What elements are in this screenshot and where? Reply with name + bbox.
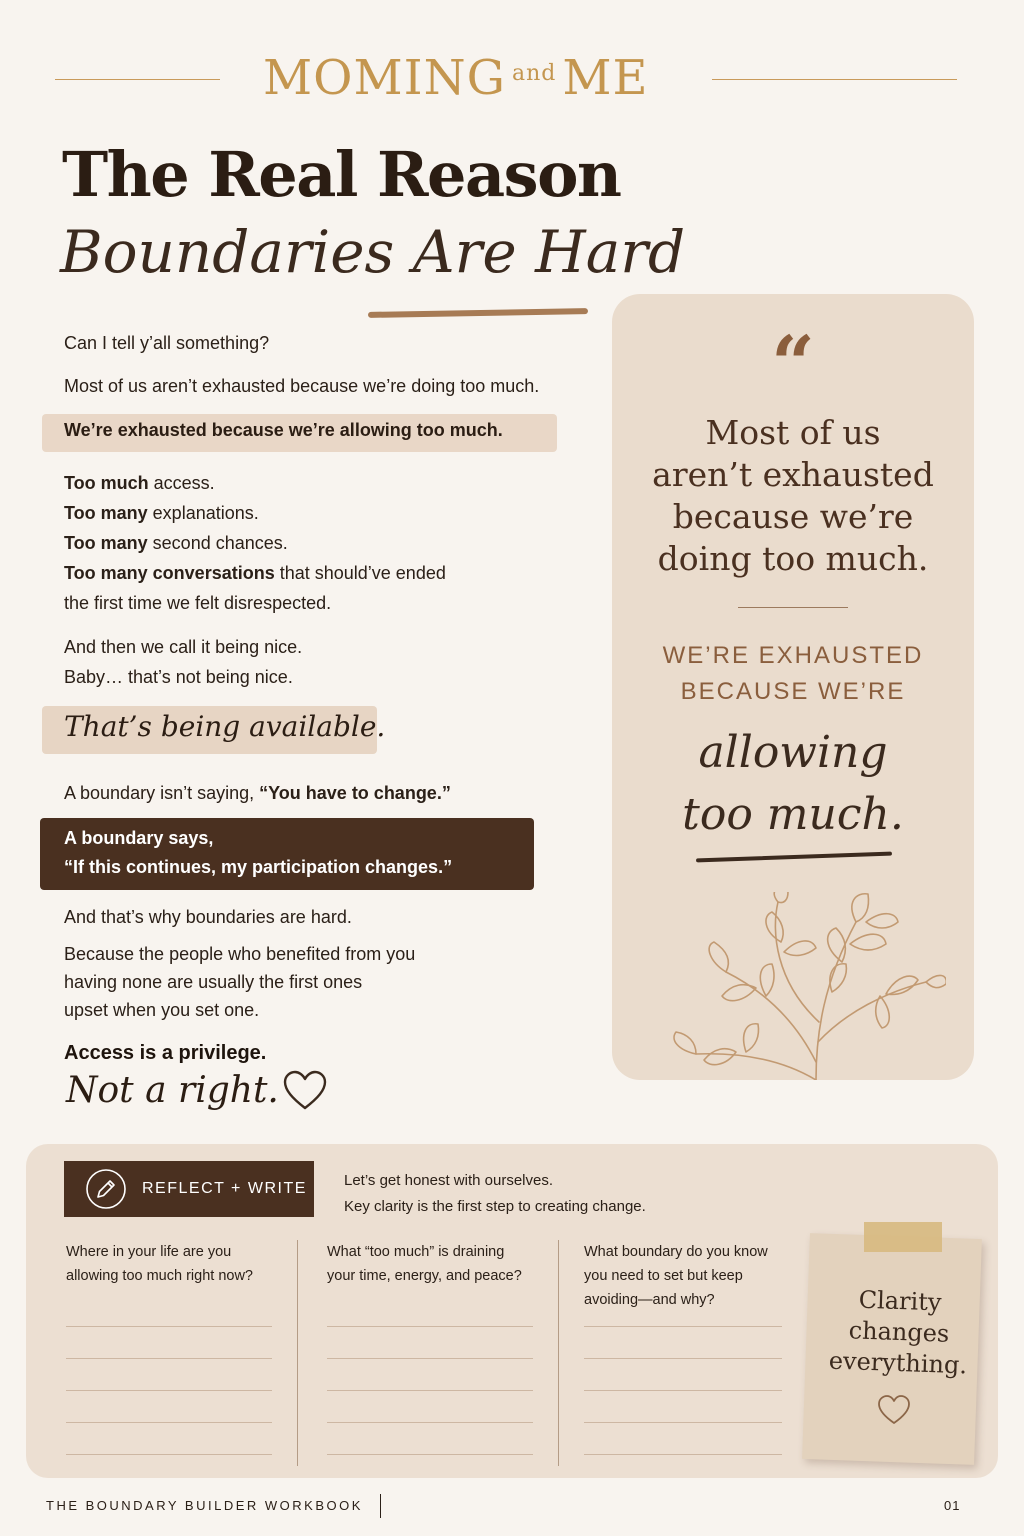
- brand-word-left: MOMING: [263, 50, 506, 106]
- writing-line-3[interactable]: [584, 1326, 782, 1327]
- boundary-isnt-line: A boundary isn’t saying, “You have to change.”: [64, 783, 451, 803]
- prompt-line: What boundary do you know: [584, 1244, 768, 1260]
- sticky-line: changes: [848, 1316, 950, 1348]
- prompt-line: allowing too much right now?: [66, 1268, 253, 1284]
- writing-line-3[interactable]: [584, 1422, 782, 1423]
- prompt-draining: [327, 1240, 522, 1288]
- prompt-line: What “too much” is draining: [327, 1244, 505, 1260]
- sticky-note-text: [814, 1283, 983, 1382]
- writing-line-2[interactable]: [327, 1390, 533, 1391]
- because-paragraph: [64, 940, 415, 1024]
- list-item: Too many second chances.: [64, 533, 288, 553]
- writing-line-1[interactable]: [66, 1326, 272, 1327]
- quote-card: [612, 294, 974, 1080]
- quote-line: doing too much.: [657, 539, 929, 578]
- because-line-1: Because the people who benefited from you: [64, 944, 416, 964]
- pencil-icon: [84, 1167, 128, 1211]
- page-number: 01: [944, 1498, 961, 1513]
- prompt-boundary-avoiding: [584, 1240, 768, 1312]
- brand-rule-left: [55, 79, 220, 80]
- brand-header: [55, 50, 957, 110]
- nice-line-2: Baby… that’s not being nice.: [64, 667, 293, 687]
- highlight-allowing-too-much: We’re exhausted because we’re allowing too much.: [64, 420, 503, 440]
- quote-line: Most of us: [705, 413, 881, 452]
- footer-separator: [380, 1494, 381, 1518]
- boundary-says-callout: [64, 824, 452, 882]
- reflect-intro-line-1: Let’s get honest with ourselves.: [344, 1172, 554, 1189]
- why-hard-line: And that’s why boundaries are hard.: [64, 907, 352, 927]
- boundary-says-line-1: A boundary says,: [64, 828, 214, 848]
- reflect-intro-line-2: Key clarity is the first step to creating change.: [344, 1198, 646, 1215]
- because-line-3: upset when you set one.: [64, 1000, 260, 1020]
- footer-title: THE BOUNDARY BUILDER WORKBOOK: [46, 1498, 363, 1513]
- because-line-2: having none are usually the first ones: [64, 972, 363, 992]
- reflect-write-label: REFLECT + WRITE: [142, 1180, 307, 1197]
- writing-line-1[interactable]: [66, 1454, 272, 1455]
- quote-line: aren’t exhausted: [652, 455, 934, 494]
- writing-line-3[interactable]: [584, 1390, 782, 1391]
- page-title: The Real Reason: [62, 138, 621, 211]
- nice-line-1: And then we call it being nice.: [64, 637, 303, 657]
- writing-line-3[interactable]: [584, 1358, 782, 1359]
- quote-divider: [738, 607, 848, 608]
- writing-line-2[interactable]: [327, 1326, 533, 1327]
- prompt-line: Where in your life are you: [66, 1244, 232, 1260]
- sticky-line: Clarity: [858, 1285, 942, 1317]
- writing-line-1[interactable]: [66, 1422, 272, 1423]
- quote-script-text: [612, 722, 974, 846]
- column-divider: [558, 1240, 559, 1466]
- brand-word-and: and: [511, 61, 557, 86]
- tape-strip: [864, 1222, 942, 1252]
- quote-mark-icon: “: [771, 319, 815, 408]
- quote-script-line: too much.: [682, 789, 904, 840]
- quote-line: because we’re: [672, 497, 914, 536]
- sticky-line: everything.: [828, 1346, 968, 1380]
- quote-caps-text: [612, 638, 974, 710]
- leaf-branch-icon: [656, 892, 946, 1080]
- brand-word-right: ME: [562, 50, 649, 106]
- writing-line-2[interactable]: [327, 1422, 533, 1423]
- writing-line-2[interactable]: [327, 1358, 533, 1359]
- prompt-line: avoiding—and why?: [584, 1292, 715, 1308]
- reflect-intro: [344, 1168, 646, 1220]
- writing-line-2[interactable]: [327, 1454, 533, 1455]
- column-divider: [297, 1240, 298, 1466]
- quote-script-underline: [696, 852, 892, 863]
- access-privilege: Access is a privilege.: [64, 1042, 267, 1064]
- prompt-allowing-too-much: [66, 1240, 253, 1288]
- list-tail: the first time we felt disrespected.: [64, 593, 332, 613]
- list-item: Too many explanations.: [64, 503, 259, 523]
- list-item: Too many conversations that should’ve ended: [64, 563, 446, 583]
- not-a-right-script: Not a right.: [66, 1070, 279, 1111]
- body-line-doing-too-much: Most of us aren’t exhausted because we’re doing too much.: [64, 376, 540, 396]
- brand-logo: [263, 50, 649, 106]
- brand-rule-right: [712, 79, 957, 80]
- heart-icon: [282, 1068, 328, 1114]
- heart-icon: [876, 1392, 912, 1428]
- quote-main-text: [612, 412, 974, 580]
- writing-line-3[interactable]: [584, 1454, 782, 1455]
- intro-text: Can I tell y’all something?: [64, 333, 270, 353]
- subtitle-underline: [368, 308, 588, 318]
- too-much-list: [64, 468, 446, 618]
- writing-line-1[interactable]: [66, 1390, 272, 1391]
- reflect-write-header: [64, 1161, 314, 1217]
- list-item: Too much access.: [64, 473, 215, 493]
- quote-script-line: allowing: [698, 727, 888, 778]
- page-subtitle: Boundaries Are Hard: [60, 218, 686, 286]
- boundary-says-line-2: “If this continues, my participation changes.”: [64, 857, 453, 877]
- nice-lines: [64, 632, 302, 692]
- quote-caps-line: BECAUSE WE’RE: [680, 678, 906, 705]
- prompt-line: your time, energy, and peace?: [327, 1268, 522, 1284]
- being-available-script: That’s being available.: [64, 710, 386, 743]
- quote-caps-line: WE’RE EXHAUSTED: [662, 642, 924, 669]
- writing-line-1[interactable]: [66, 1358, 272, 1359]
- prompt-line: you need to set but keep: [584, 1268, 743, 1284]
